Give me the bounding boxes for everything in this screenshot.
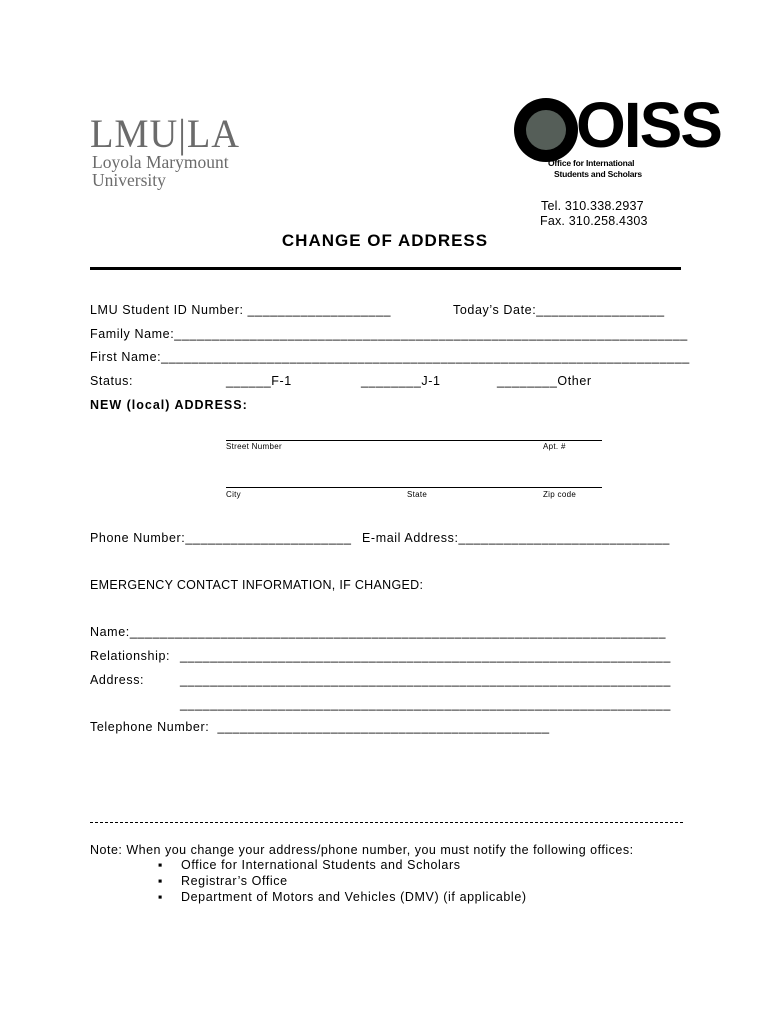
status-j1-option[interactable]: ________J-1 [361, 374, 441, 388]
street-address-line[interactable] [226, 440, 602, 441]
fax-number: Fax. 310.258.4303 [540, 214, 648, 228]
student-id-field[interactable]: LMU Student ID Number: ___________________ [90, 303, 392, 317]
oiss-logo-dot-icon [526, 110, 566, 150]
status-f1-option[interactable]: ______F-1 [226, 374, 292, 388]
relationship-field[interactable]: _________________________________________________________________ [180, 649, 671, 663]
emergency-address-field-2[interactable]: _________________________________________________________________ [180, 697, 671, 711]
status-other-option[interactable]: ________Other [497, 374, 592, 388]
city-state-zip-line[interactable] [226, 487, 602, 488]
lmu-logo-line2: University [92, 170, 166, 190]
oiss-logo-ring-icon [514, 98, 578, 162]
telephone-number: Tel. 310.338.2937 [541, 199, 644, 213]
page-title: CHANGE OF ADDRESS [281, 231, 489, 250]
bullet-icon: ▪ [158, 890, 164, 904]
dashed-divider [90, 822, 683, 823]
emergency-address-field-1[interactable]: _________________________________________________________________ [180, 673, 671, 687]
bullet-icon: ▪ [158, 858, 164, 872]
status-label: Status: [90, 374, 134, 388]
emergency-address-label: Address: [90, 673, 145, 687]
emergency-telephone-field[interactable]: Telephone Number: ____________________________________________ [90, 720, 550, 734]
title-divider [90, 267, 681, 270]
city-caption: City [226, 490, 241, 499]
note-item-registrar: Registrar’s Office [181, 874, 288, 888]
note-text: Note: When you change your address/phone number, you must notify the following offices: [90, 843, 634, 857]
note-item-oiss: Office for International Students and Scholars [181, 858, 461, 872]
family-name-field[interactable]: Family Name:____________________________________________________________________ [90, 327, 688, 341]
lmu-logo: LMU|LA [90, 111, 240, 156]
zip-caption: Zip code [543, 490, 577, 499]
note-item-dmv: Department of Motors and Vehicles (DMV) (if applicable) [181, 890, 527, 904]
emergency-contact-heading: EMERGENCY CONTACT INFORMATION, IF CHANGED: [90, 578, 424, 592]
phone-number-field[interactable]: Phone Number:______________________ [90, 531, 352, 545]
todays-date-field[interactable]: Today’s Date:_________________ [453, 303, 665, 317]
first-name-field[interactable]: First Name:______________________________________________________________________ [90, 350, 690, 364]
oiss-logo-line2: Students and Scholars [554, 169, 642, 179]
relationship-label: Relationship: [90, 649, 171, 663]
email-address-field[interactable]: E-mail Address:____________________________ [362, 531, 670, 545]
oiss-logo-line1: Office for International [548, 158, 635, 168]
apt-caption: Apt. # [543, 442, 566, 451]
oiss-logo-text: OISS [576, 89, 721, 161]
street-number-caption: Street Number [226, 442, 282, 451]
lmu-logo-line1: Loyola Marymount [92, 152, 229, 172]
new-address-heading: NEW (local) ADDRESS: [90, 398, 248, 412]
emergency-name-field[interactable]: Name:_______________________________________________________________________ [90, 625, 667, 639]
state-caption: State [407, 490, 428, 499]
bullet-icon: ▪ [158, 874, 164, 888]
